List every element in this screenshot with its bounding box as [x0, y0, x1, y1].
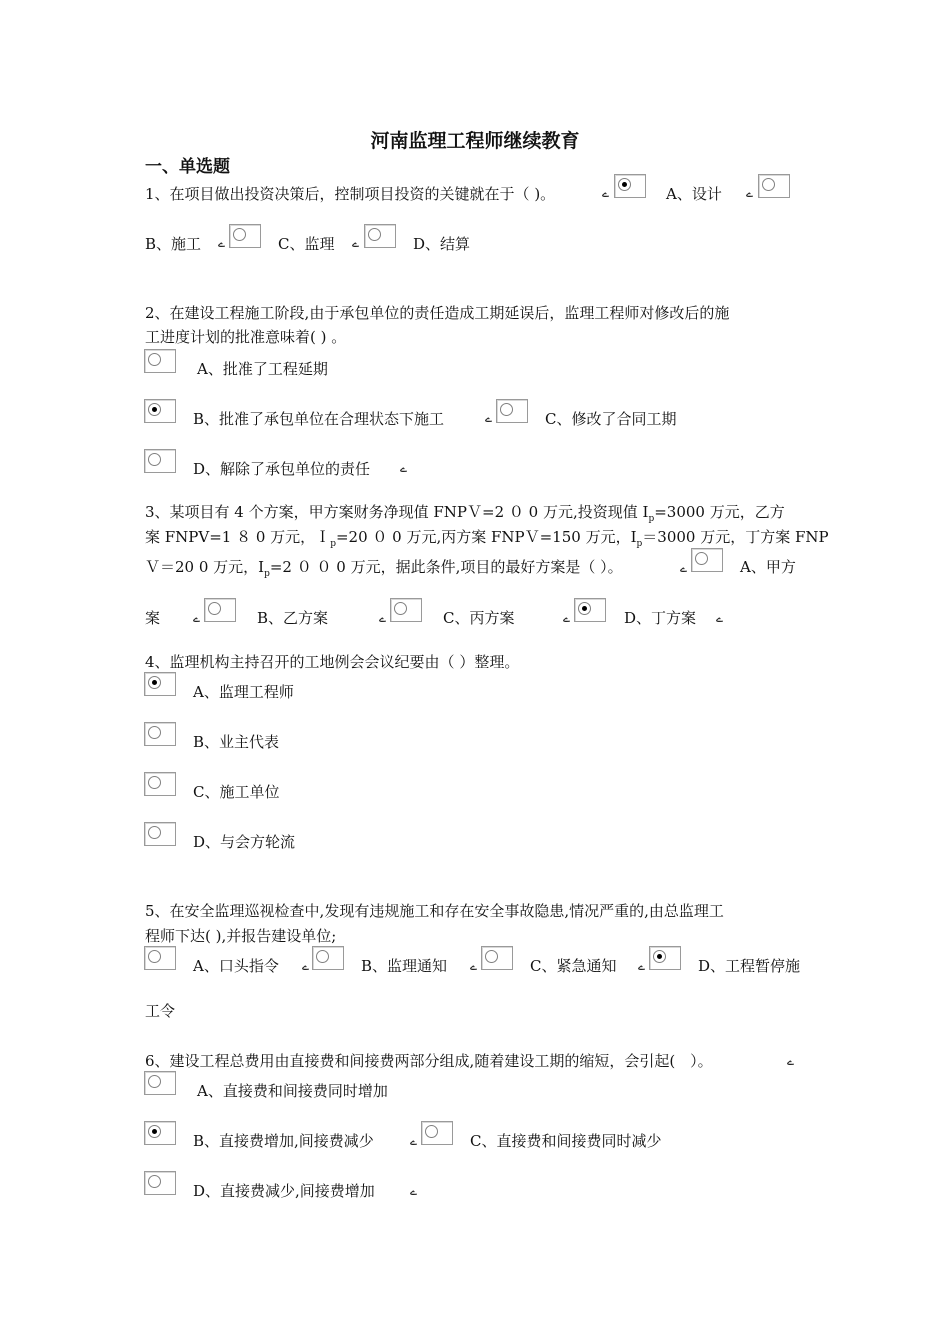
anchor-mark-icon: ے	[680, 561, 688, 575]
q6-radio-a[interactable]	[144, 1071, 176, 1095]
q2-stem-line2: 工进度计划的批准意味着( ) 。	[145, 328, 347, 346]
q2-option-c: C、修改了合同工期	[545, 410, 677, 428]
q2-radio-a[interactable]	[144, 349, 176, 373]
q1-option-c: C、监理	[278, 235, 335, 253]
q6-option-a: A、直接费和间接费同时增加	[197, 1082, 388, 1100]
q1-option-b: B、施工	[145, 235, 202, 253]
q6-radio-b[interactable]	[144, 1121, 176, 1145]
anchor-mark-icon: ے	[410, 1184, 418, 1198]
q3-radio-b[interactable]	[204, 598, 236, 622]
q3-option-a: A、甲方	[740, 558, 796, 576]
q1-option-d: D、结算	[413, 235, 471, 253]
q3-radio-a[interactable]	[691, 548, 723, 572]
q5-radio-b[interactable]	[312, 946, 344, 970]
q3-stem-line3: Ｖ＝20 0 万元，$I_p=2$ ０ ０ 0 万元，据此条件,项目的最好方案是（ ）。	[145, 558, 623, 579]
q1-radio-c[interactable]	[364, 224, 396, 248]
q3-option-d: D、丁方案	[624, 609, 697, 627]
anchor-mark-icon: ے	[410, 1134, 418, 1148]
q3-stem-line1: 3、某项目有 4 个方案，甲方案财务净现值 FNPＶ=2 ０ 0 万元,投资现值 $I_p=3000$ 万元，乙方	[145, 503, 785, 524]
q4-option-d: D、与会方轮流	[193, 833, 296, 851]
q5-option-d: D、工程暂停施	[698, 957, 801, 975]
anchor-mark-icon: ے	[218, 236, 226, 250]
q5-option-d-continued: 工令	[145, 1002, 176, 1020]
anchor-mark-icon: ے	[746, 186, 754, 200]
q5-radio-c[interactable]	[481, 946, 513, 970]
q3-radio-c[interactable]	[390, 598, 422, 622]
anchor-mark-icon: ے	[602, 186, 610, 200]
anchor-mark-icon: ے	[302, 959, 310, 973]
q1-radio-0[interactable]	[614, 174, 646, 198]
q3-stem-line2: 案 FNPV=1 ８ 0 万元，Ｉ$_p$=20 ０ 0 万元,丙方案 FNPＶ=150 万元，$I_p=3000$ 万元，丁方案 FNP	[145, 528, 829, 549]
q1-stem: 1、在项目做出投资决策后，控制项目投资的关键就在于（ )。	[145, 185, 556, 203]
q4-radio-b[interactable]	[144, 722, 176, 746]
q2-option-a: A、批准了工程延期	[197, 360, 328, 378]
q3-option-a-continued: 案	[145, 609, 161, 627]
document-title: 河南监理工程师继续教育	[370, 130, 580, 152]
q3-option-c: C、丙方案	[443, 609, 515, 627]
q4-option-c: C、施工单位	[193, 783, 280, 801]
q5-stem-line1: 5、在安全监理巡视检查中,发现有违规施工和存在安全事故隐患,情况严重的,由总监理工	[145, 902, 724, 920]
q6-option-c: C、直接费和间接费同时减少	[470, 1132, 662, 1150]
section-heading: 一、单选题	[145, 157, 230, 177]
anchor-mark-icon: ے	[787, 1054, 795, 1068]
q6-option-d: D、直接费减少,间接费增加	[193, 1182, 375, 1200]
q6-radio-c[interactable]	[421, 1121, 453, 1145]
anchor-mark-icon: ے	[716, 611, 724, 625]
q5-radio-a[interactable]	[144, 946, 176, 970]
q4-radio-c[interactable]	[144, 772, 176, 796]
q1-radio-a[interactable]	[758, 174, 790, 198]
q5-radio-d[interactable]	[649, 946, 681, 970]
anchor-mark-icon: ے	[400, 461, 408, 475]
q2-radio-b[interactable]	[144, 399, 176, 423]
q6-stem: 6、建设工程总费用由直接费和间接费两部分组成,随着建设工期的缩短，会引起( ）。	[145, 1052, 713, 1070]
q1-radio-b[interactable]	[229, 224, 261, 248]
q6-radio-d[interactable]	[144, 1171, 176, 1195]
q4-option-a: A、监理工程师	[193, 683, 294, 701]
anchor-mark-icon: ے	[563, 611, 571, 625]
anchor-mark-icon: ے	[638, 959, 646, 973]
anchor-mark-icon: ے	[193, 611, 201, 625]
q4-radio-d[interactable]	[144, 822, 176, 846]
anchor-mark-icon: ے	[485, 411, 493, 425]
q2-option-b: B、批准了承包单位在合理状态下施工	[193, 410, 445, 428]
q5-option-c: C、紧急通知	[530, 957, 617, 975]
anchor-mark-icon: ے	[470, 959, 478, 973]
q4-radio-a[interactable]	[144, 672, 176, 696]
q2-option-d: D、解除了承包单位的责任	[193, 460, 371, 478]
q5-option-b: B、监理通知	[361, 957, 448, 975]
q3-option-b: B、乙方案	[257, 609, 329, 627]
anchor-mark-icon: ے	[379, 611, 387, 625]
q5-stem-line2: 程师下达( ),并报告建设单位;	[145, 927, 337, 945]
q1-option-a: A、设计	[666, 185, 722, 203]
q5-option-a: A、口头指令	[193, 957, 279, 975]
q3-radio-d[interactable]	[574, 598, 606, 622]
anchor-mark-icon: ے	[352, 236, 360, 250]
q2-radio-d[interactable]	[144, 449, 176, 473]
q4-option-b: B、业主代表	[193, 733, 280, 751]
q2-stem-line1: 2、在建设工程施工阶段,由于承包单位的责任造成工期延误后，监理工程师对修改后的施	[145, 304, 730, 322]
q2-radio-c[interactable]	[496, 399, 528, 423]
q6-option-b: B、直接费增加,间接费减少	[193, 1132, 374, 1150]
q4-stem: 4、监理机构主持召开的工地例会会议纪要由（ ）整理。	[145, 653, 520, 671]
